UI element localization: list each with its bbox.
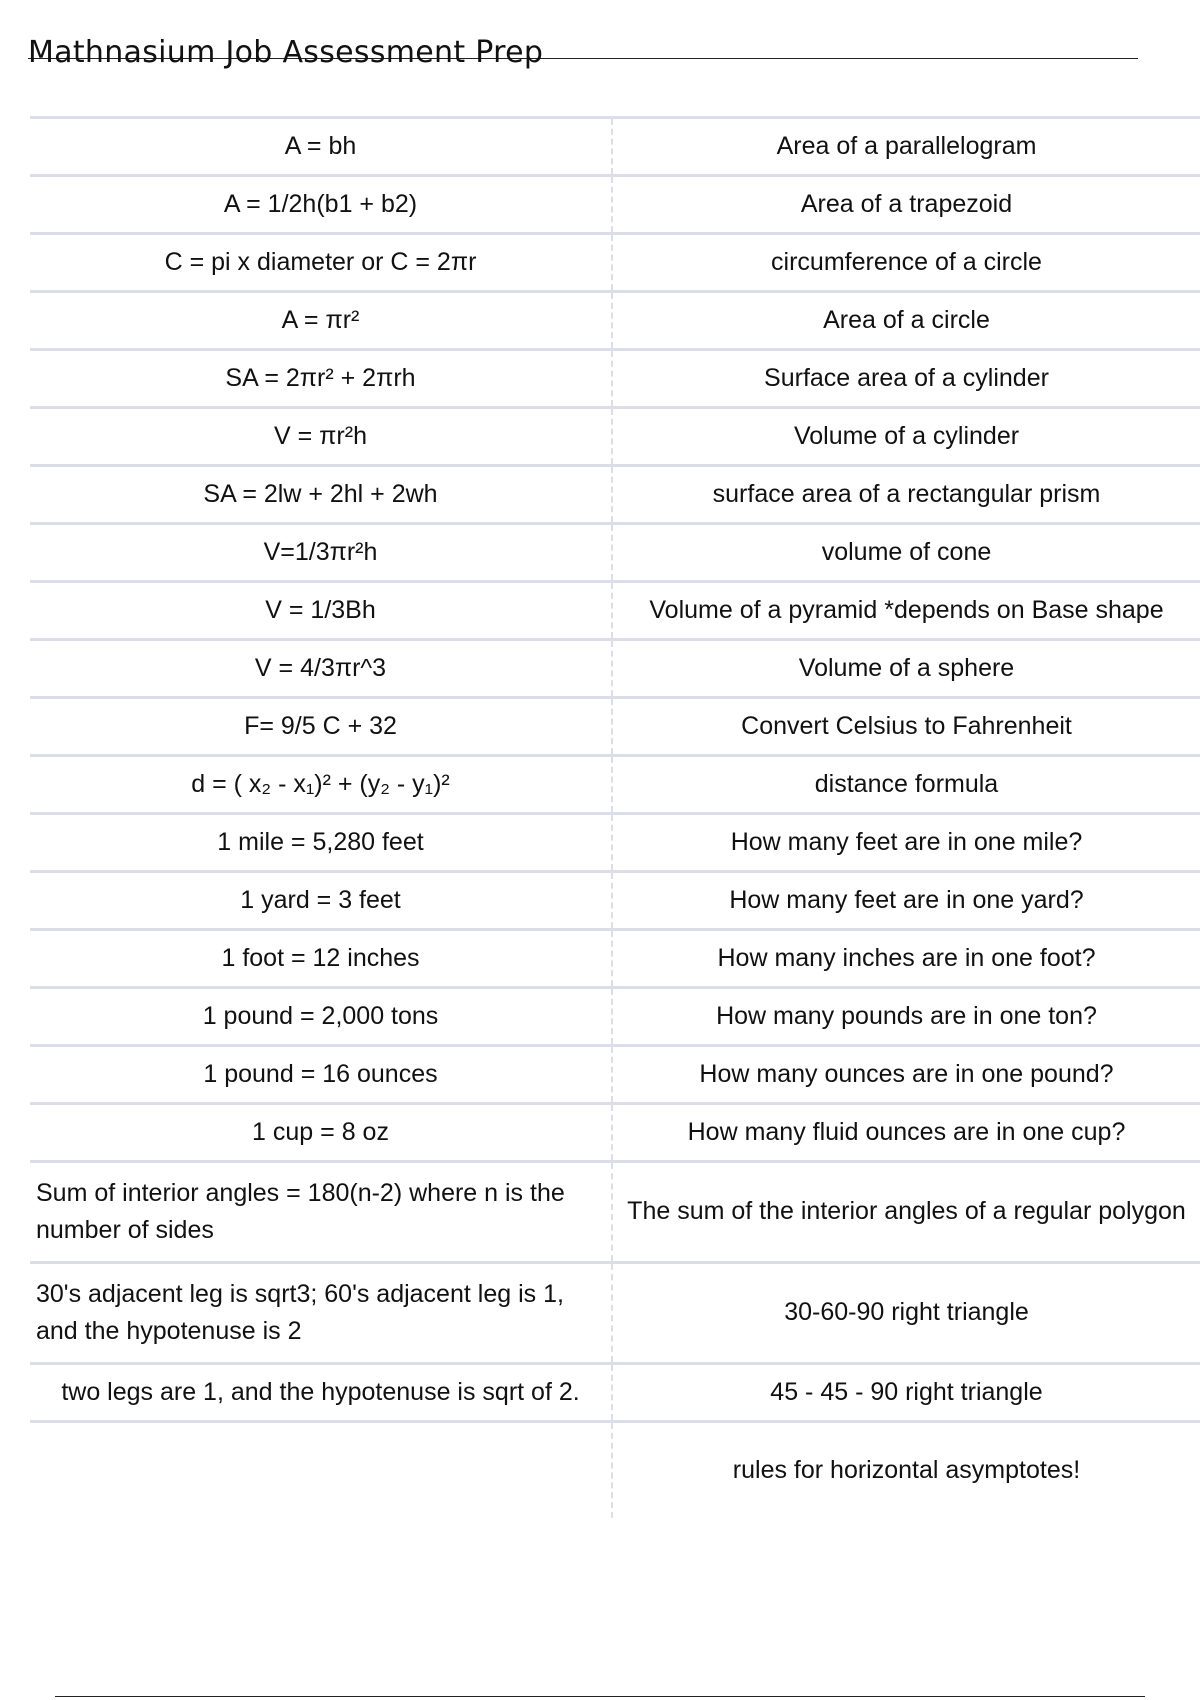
- description-cell: Area of a parallelogram: [776, 131, 1037, 160]
- table-row: [30, 290, 1200, 348]
- description-cell: circumference of a circle: [771, 247, 1042, 276]
- formula-cell: C = pi x diameter or C = 2πr: [30, 235, 613, 290]
- table-row: [30, 580, 1200, 638]
- table-row: [30, 1423, 1200, 1518]
- description-cell: How many inches are in one foot?: [717, 943, 1096, 972]
- table-row: [30, 696, 1200, 754]
- table-row: [30, 522, 1200, 580]
- formula-cell: V=1/3πr²h: [30, 525, 613, 580]
- formula-cell: 1 cup = 8 oz: [30, 1105, 613, 1160]
- table-row: [30, 1362, 1200, 1423]
- description-cell: How many feet are in one mile?: [730, 827, 1083, 856]
- page-header: [28, 35, 1138, 78]
- description-cell: Area of a trapezoid: [800, 189, 1013, 218]
- table-row: [30, 464, 1200, 522]
- description-cell: Convert Celsius to Fahrenheit: [741, 711, 1072, 740]
- table-row: [30, 1102, 1200, 1160]
- formula-cell: V = 1/3Bh: [30, 583, 613, 638]
- description-cell: Surface area of a cylinder: [764, 363, 1049, 392]
- table-row: [30, 928, 1200, 986]
- page-title: Mathnasium Job Assessment Prep: [28, 35, 544, 70]
- formula-cell: Sum of interior angles = 180(n-2) where n is the number of sides: [30, 1163, 613, 1261]
- description-cell: Volume of a pyramid *depends on Base shape: [649, 595, 1164, 624]
- description-cell: How many feet are in one yard?: [729, 885, 1084, 914]
- description-cell: volume of cone: [821, 537, 992, 566]
- formula-cell: [30, 1423, 613, 1518]
- table-row: [30, 986, 1200, 1044]
- formula-cell: d = ( x₂ - x₁)² + (y₂ - y₁)²: [30, 757, 613, 812]
- formula-cell: V = 4/3πr^3: [30, 641, 613, 696]
- formula-table: [30, 116, 1200, 1518]
- formula-cell: 1 yard = 3 feet: [30, 873, 613, 928]
- table-row: [30, 754, 1200, 812]
- table-row: [30, 406, 1200, 464]
- table-row: [30, 638, 1200, 696]
- description-cell: The sum of the interior angles of a regular polygon: [627, 1197, 1186, 1226]
- formula-cell: A = πr²: [30, 293, 613, 348]
- formula-cell: 30's adjacent leg is sqrt3; 60's adjacent leg is 1, and the hypotenuse is 2: [30, 1264, 613, 1362]
- footer-rule: [55, 1696, 1145, 1697]
- formula-cell: SA = 2lw + 2hl + 2wh: [30, 467, 613, 522]
- description-cell: distance formula: [814, 769, 999, 798]
- table-row: [30, 1261, 1200, 1362]
- description-cell: Area of a circle: [823, 305, 990, 334]
- formula-cell: 1 pound = 2,000 tons: [30, 989, 613, 1044]
- formula-cell: two legs are 1, and the hypotenuse is sqrt of 2.: [30, 1365, 613, 1420]
- formula-cell: A = bh: [30, 119, 613, 174]
- formula-cell: 1 pound = 16 ounces: [30, 1047, 613, 1102]
- table-row: [30, 232, 1200, 290]
- description-cell: How many fluid ounces are in one cup?: [687, 1117, 1126, 1146]
- description-cell: surface area of a rectangular prism: [712, 479, 1101, 508]
- table-row: [30, 174, 1200, 232]
- formula-cell: V = πr²h: [30, 409, 613, 464]
- description-cell: rules for horizontal asymptotes!: [732, 1455, 1081, 1484]
- formula-cell: F= 9/5 C + 32: [30, 699, 613, 754]
- description-cell: 30-60-90 right triangle: [784, 1298, 1029, 1327]
- formula-cell: SA = 2πr² + 2πrh: [30, 351, 613, 406]
- formula-cell: 1 mile = 5,280 feet: [30, 815, 613, 870]
- table-row: [30, 870, 1200, 928]
- description-cell: How many pounds are in one ton?: [716, 1001, 1097, 1030]
- table-row: [30, 116, 1200, 174]
- formula-cell: 1 foot = 12 inches: [30, 931, 613, 986]
- table-row: [30, 812, 1200, 870]
- table-row: [30, 348, 1200, 406]
- formula-cell: A = 1/2h(b1 + b2): [30, 177, 613, 232]
- description-cell: Volume of a sphere: [798, 653, 1015, 682]
- description-cell: Volume of a cylinder: [793, 421, 1020, 450]
- table-row: [30, 1044, 1200, 1102]
- description-cell: 45 - 45 - 90 right triangle: [770, 1377, 1043, 1406]
- table-row: [30, 1160, 1200, 1261]
- description-cell: How many ounces are in one pound?: [699, 1059, 1114, 1088]
